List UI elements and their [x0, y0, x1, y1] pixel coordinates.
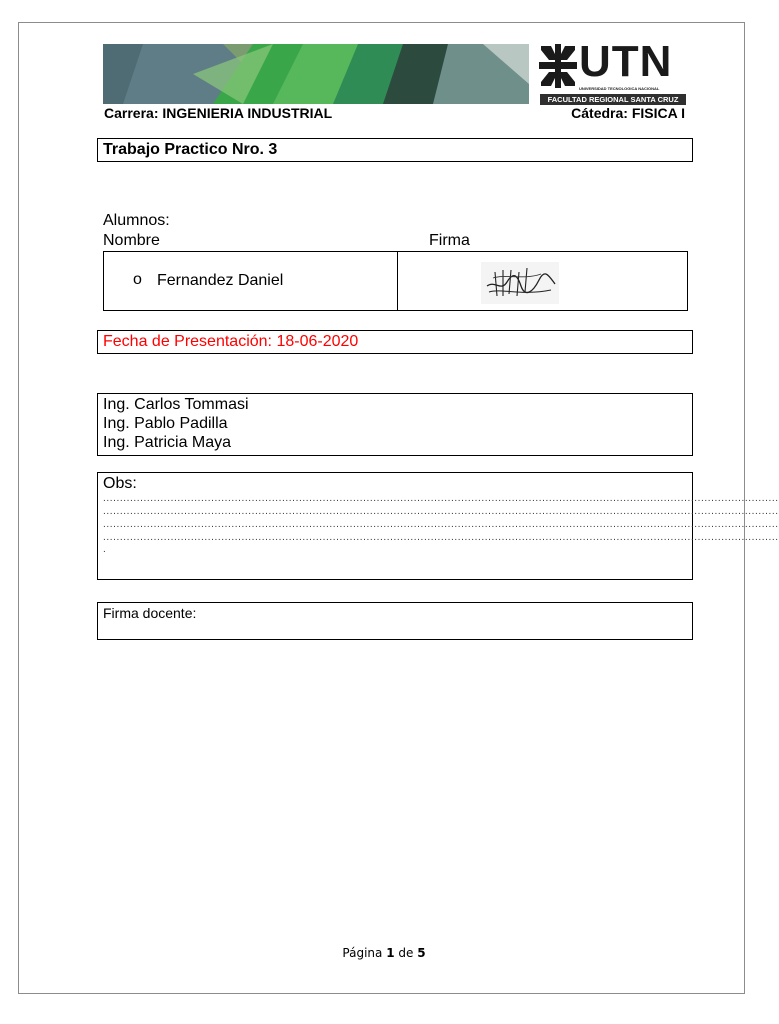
logo-university: UNIVERSIDAD TECNOLOGICA NACIONAL — [579, 86, 660, 91]
logo-text: UTN — [579, 37, 673, 86]
dotted-line: ........................................................................................................................................................................................................ — [103, 506, 779, 517]
observations-box — [97, 472, 779, 580]
of-word: de — [398, 946, 414, 960]
bullet-icon: o — [133, 271, 142, 288]
nombre-column-header: Nombre — [103, 232, 160, 249]
dotted-line: ........................................................................................................................................................................................................ — [103, 532, 779, 543]
utn-logo — [539, 37, 687, 106]
dotted-line: ........................................................................................................................................................................................................ — [103, 519, 779, 530]
teacher-name: Ing. Patricia Maya — [103, 434, 232, 451]
teacher-name: Ing. Carlos Tommasi — [103, 396, 249, 413]
page-word: Página — [342, 946, 383, 960]
total-pages: 5 — [417, 946, 426, 960]
title-box — [97, 138, 693, 162]
teachers-box — [97, 393, 693, 456]
teacher-name: Ing. Pablo Padilla — [103, 415, 228, 432]
utn-emblem-icon — [539, 44, 577, 88]
firma-column-header: Firma — [429, 232, 470, 249]
carrera-label: Carrera: INGENIERIA INDUSTRIAL — [104, 105, 333, 121]
student-name: Fernandez Daniel — [157, 272, 284, 289]
current-page: 1 — [386, 946, 395, 960]
banner-graphic — [103, 44, 529, 104]
dotted-line-end: . — [103, 544, 107, 555]
column-divider — [397, 252, 398, 310]
dotted-line: ........................................................................................................................................................................................................ — [103, 493, 779, 504]
presentation-date-box — [97, 330, 693, 354]
teacher-signature-box — [97, 602, 693, 640]
students-table — [103, 251, 688, 311]
observations-label: Obs: — [103, 475, 137, 492]
alumnos-label: Alumnos: — [103, 212, 170, 229]
page-footer — [0, 946, 768, 960]
header-banner — [103, 44, 529, 104]
teacher-signature-label: Firma docente: — [103, 605, 197, 621]
catedra-label: Cátedra: FISICA I — [571, 105, 685, 121]
document-title: Trabajo Practico Nro. 3 — [103, 141, 278, 158]
presentation-date: Fecha de Presentación: 18-06-2020 — [103, 333, 359, 350]
student-signature — [481, 262, 559, 304]
logo-faculty: FACULTAD REGIONAL SANTA CRUZ — [540, 94, 686, 105]
